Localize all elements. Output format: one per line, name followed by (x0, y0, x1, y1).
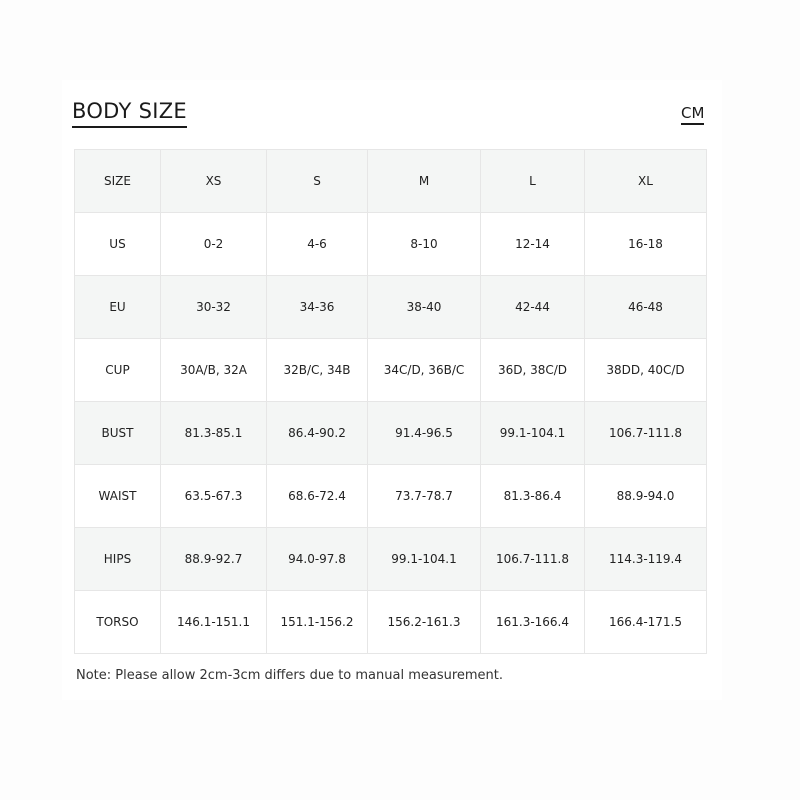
size-table (74, 149, 707, 654)
column-header: SIZE (75, 150, 161, 213)
table-cell: 34-36 (267, 276, 368, 339)
table-cell: 151.1-156.2 (267, 591, 368, 654)
table-cell: 106.7-111.8 (585, 402, 707, 465)
table-cell: 38-40 (368, 276, 481, 339)
table-cell: 8-10 (368, 213, 481, 276)
table-cell: 81.3-86.4 (481, 465, 585, 528)
table-cell: 99.1-104.1 (481, 402, 585, 465)
table-cell: 146.1-151.1 (161, 591, 267, 654)
table-cell: 161.3-166.4 (481, 591, 585, 654)
table-cell: 30-32 (161, 276, 267, 339)
measurement-note: Note: Please allow 2cm-3cm differs due to manual measurement. (76, 668, 504, 683)
row-label: US (75, 213, 161, 276)
table-row (75, 213, 707, 276)
table-cell: 86.4-90.2 (267, 402, 368, 465)
row-label: TORSO (75, 591, 161, 654)
table-cell: 88.9-92.7 (161, 528, 267, 591)
table-cell: 106.7-111.8 (481, 528, 585, 591)
row-label: WAIST (75, 465, 161, 528)
table-cell: 81.3-85.1 (161, 402, 267, 465)
table-cell: 91.4-96.5 (368, 402, 481, 465)
table-cell: 156.2-161.3 (368, 591, 481, 654)
row-label: BUST (75, 402, 161, 465)
table-cell: 63.5-67.3 (161, 465, 267, 528)
unit-label: CM (681, 104, 704, 125)
table-cell: 36D, 38C/D (481, 339, 585, 402)
table-cell: 32B/C, 34B (267, 339, 368, 402)
table-cell: 0-2 (161, 213, 267, 276)
table-cell: 88.9-94.0 (585, 465, 707, 528)
table-row (75, 339, 707, 402)
table-cell: 38DD, 40C/D (585, 339, 707, 402)
column-header: M (368, 150, 481, 213)
table-cell: 42-44 (481, 276, 585, 339)
page-title: BODY SIZE (72, 98, 187, 128)
table-header-row (75, 150, 707, 213)
column-header: XL (585, 150, 707, 213)
table-cell: 46-48 (585, 276, 707, 339)
column-header: XS (161, 150, 267, 213)
table-row (75, 591, 707, 654)
table-cell: 73.7-78.7 (368, 465, 481, 528)
row-label: CUP (75, 339, 161, 402)
row-label: HIPS (75, 528, 161, 591)
row-label: EU (75, 276, 161, 339)
table-cell: 30A/B, 32A (161, 339, 267, 402)
table-cell: 166.4-171.5 (585, 591, 707, 654)
table-cell: 94.0-97.8 (267, 528, 368, 591)
table-row (75, 465, 707, 528)
column-header: L (481, 150, 585, 213)
table-row (75, 528, 707, 591)
table-cell: 114.3-119.4 (585, 528, 707, 591)
table-cell: 4-6 (267, 213, 368, 276)
column-header: S (267, 150, 368, 213)
table-row (75, 276, 707, 339)
table-cell: 99.1-104.1 (368, 528, 481, 591)
table-cell: 12-14 (481, 213, 585, 276)
table-row (75, 402, 707, 465)
table-cell: 16-18 (585, 213, 707, 276)
table-cell: 68.6-72.4 (267, 465, 368, 528)
table-cell: 34C/D, 36B/C (368, 339, 481, 402)
